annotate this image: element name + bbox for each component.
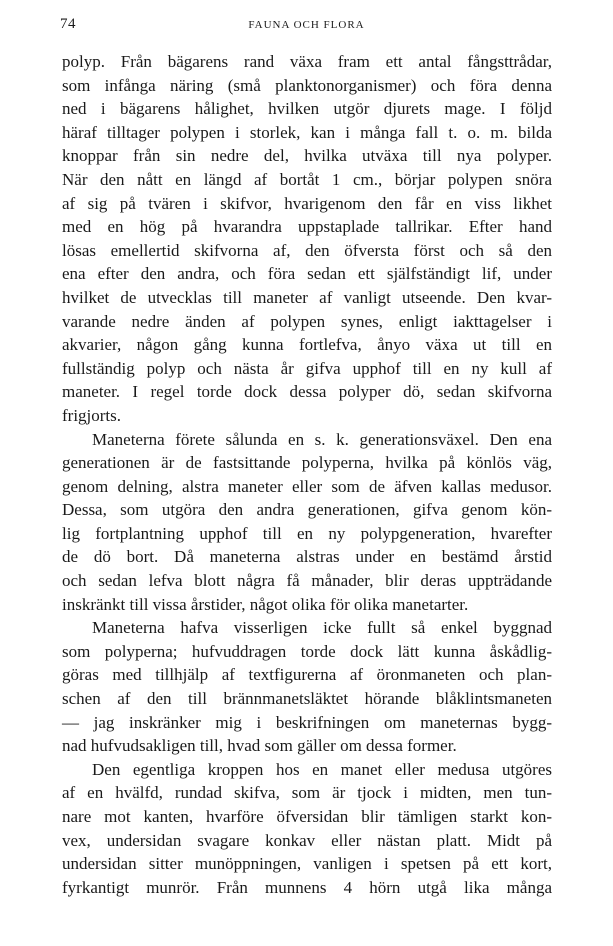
body-text [62,50,552,899]
text-line: med en hög på hvarandra uppstaplade tallrikar. Efter hand [62,217,552,237]
text-line: och sedan lefva blott några få månader, blir deras uppträdande [62,571,552,591]
text-line: vex, undersidan svagare konkav eller nästan platt. Midt på [62,830,552,850]
page-number: 74 [60,16,76,32]
text-line: genom delning, alstra maneter eller som de äfven kallas medusor. [62,476,552,496]
text-line: frigjorts. [62,405,122,425]
text-line: göras med tillhjälp af textfigurerna af öronmaneten och plan- [62,665,552,685]
text-line: fyrkantigt munrör. Från munnens 4 hörn utgå lika många [62,877,552,897]
text-line: nare mot kanten, hvarföre öfversidan blir tämligen starkt kon- [62,807,552,826]
text-line: hvilket de utvecklas till maneter af vanligt utseende. Den kvar- [62,287,552,307]
text-line: Den egentliga kroppen hos en manet eller medusa utgöres [92,759,552,779]
text-line: varande nedre änden af polypen synes, enligt iakttagelser i [62,311,552,331]
text-line: af sig på tvären i skifvor, hvarigenom den får en viss likhet [62,193,552,213]
text-line: maneter. I regel torde dock dessa polyper dö, sedan skifvorna [62,382,552,402]
text-line: Dessa, som utgöra den andra generationen, gifva genom kön- [62,500,552,520]
text-line: knoppar från sin nedre del, hvilka utväxa till nya polyper. [62,146,552,166]
text-line: fullständig polyp och nästa år gifva upphof till en ny kull af [62,358,552,378]
text-line: af en hvälfd, rundad skifva, som är tjock i midten, men tun- [62,783,552,803]
text-line: lösas emellertid skifvorna af, den öfversta först och så den [62,240,552,260]
text-line: inskränkt till vissa årstider, något olika för olika manetarter. [62,594,469,614]
text-line: undersidan sitter munöppningen, vanligen i spetsen på ett kort, [62,854,552,874]
text-line: nad hufvudsakligen till, hvad som gäller om dessa former. [62,736,457,756]
text-line: lig fortplantning upphof till en ny polypgeneration, hvarefter [62,523,552,543]
text-line: som infånga näring (små planktonorganismer) och föra denna [62,75,552,95]
text-line: polyp. Från bägarens rand växa fram ett antal fångsttrådar, [62,52,552,71]
text-line: ned i bägarens hålighet, hvilken utgör djurets mage. I följd [62,99,552,119]
text-line: generationen är de fastsittande polyperna, hvilka på könlös väg, [62,453,552,473]
text-line: Maneterna förete sålunda en s. k. generationsväxel. Den ena [92,429,552,449]
text-line: schen af den till brännmanetsläktet hörande blåklintsmaneten [62,689,552,709]
text-line: ena efter den andra, och föra sedan ett själfständigt lif, under [62,264,552,284]
text-line: När den nått en längd af bortåt 1 cm., börjar polypen snöra [62,169,552,189]
text-line: Maneterna hafva visserligen icke fullt så enkel byggnad [92,618,552,638]
text-line: de dö bort. Då maneterna alstras under en bestämd årstid [62,547,552,567]
text-line: häraf tilltager polypen i storlek, kan i många fall t. o. m. bilda [62,122,552,142]
text-line: — jag inskränker mig i beskrifningen om maneternas bygg- [62,712,552,732]
text-line: som polyperna; hufvuddragen torde dock lätt kunna åskådlig- [62,641,552,661]
text-line: akvarier, någon gång kunna fortlefva, ånyo växa ut till en [62,335,552,355]
running-head: FAUNA OCH FLORA [248,19,365,31]
